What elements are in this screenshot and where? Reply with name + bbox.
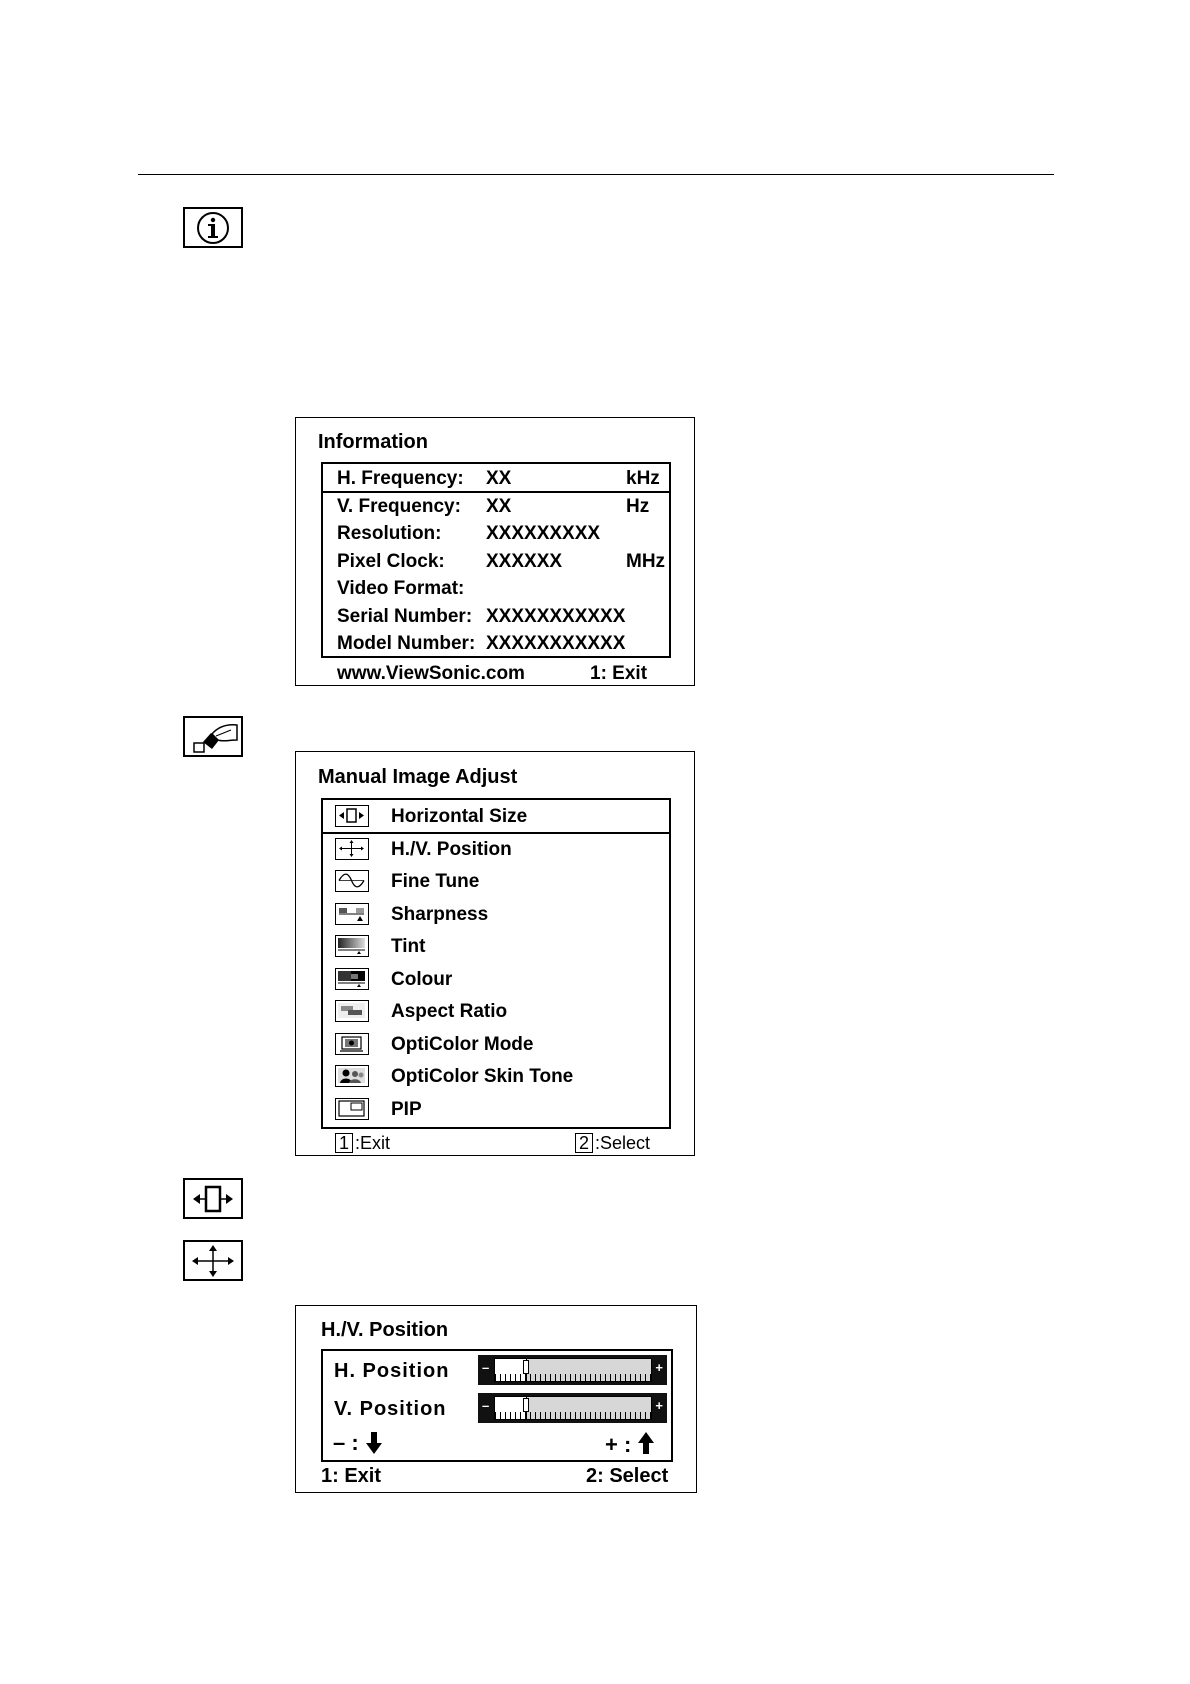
slider-plus-icon: + [655, 1360, 663, 1375]
menu-item[interactable] [323, 1028, 669, 1060]
menu-item[interactable] [323, 995, 669, 1027]
slider-track [494, 1358, 652, 1382]
menu-item[interactable] [323, 1093, 669, 1125]
info-label: Model Number: [337, 633, 476, 654]
info-unit: Hz [626, 495, 650, 517]
hv-exit-hint: 1: Exit [321, 1465, 382, 1487]
menu-item-label: Aspect Ratio [391, 1001, 508, 1022]
colour-icon [335, 968, 369, 990]
position-row [323, 1354, 671, 1386]
menu-item-label: Fine Tune [391, 871, 480, 892]
slider-ticks [495, 1374, 651, 1381]
opticolor-mode-icon [335, 1033, 369, 1055]
menu-item[interactable] [323, 865, 669, 897]
arrow-down-icon [365, 1431, 383, 1455]
hv-position-title: H./V. Position [321, 1319, 449, 1341]
menu-item[interactable] [323, 1060, 669, 1092]
hv-select-hint: 2: Select [586, 1465, 669, 1487]
pip-icon [335, 1098, 369, 1120]
slider-minus-icon: – [482, 1398, 490, 1413]
skin-tone-icon [335, 1065, 369, 1087]
menu-item-label: PIP [391, 1098, 422, 1120]
info-unit: MHz [626, 550, 666, 572]
exit-label: :Exit [355, 1133, 391, 1153]
exit-key: 1 [335, 1133, 353, 1153]
slider-minus-icon: – [482, 1360, 490, 1375]
increase-label: + : [605, 1432, 632, 1457]
info-label: Pixel Clock: [337, 550, 445, 572]
info-value: XXXXXXXXX [486, 523, 601, 544]
menu-item[interactable] [323, 930, 669, 962]
info-value: XXXXXXXXXXX [486, 605, 626, 627]
info-value: XXXXXX [486, 550, 563, 572]
sharpness-icon [335, 903, 369, 925]
header-rule [138, 174, 1054, 175]
information-list [321, 462, 671, 658]
info-label: Serial Number: [337, 605, 473, 627]
horizontal-size-icon [183, 1178, 243, 1219]
manual-menu-list [321, 798, 671, 1129]
information-exit-hint: 1: Exit [590, 663, 648, 684]
menu-item-label: OptiColor Skin Tone [391, 1066, 574, 1087]
menu-item-label: OptiColor Mode [391, 1033, 534, 1055]
position-row [323, 1392, 671, 1424]
manual-image-adjust-panel [295, 751, 695, 1156]
info-label: H. Frequency: [337, 468, 464, 489]
manual-select-hint [575, 1133, 650, 1153]
position-slider[interactable] [478, 1355, 667, 1385]
menu-item-label: Tint [391, 936, 426, 957]
info-label: Resolution: [337, 523, 442, 544]
hand-adjust-icon [183, 716, 243, 757]
information-panel [295, 417, 695, 686]
information-row [323, 469, 669, 493]
information-row [323, 634, 669, 658]
increase-hint [605, 1431, 655, 1456]
menu-item-label: Sharpness [391, 903, 489, 925]
manual-exit-hint [335, 1133, 390, 1153]
menu-item[interactable] [323, 898, 669, 930]
information-row [323, 579, 669, 603]
position-label: H. Position [334, 1360, 450, 1382]
tint-icon [335, 935, 369, 957]
info-value: XX [486, 468, 512, 489]
info-unit: kHz [626, 468, 660, 489]
menu-item-label: Colour [391, 968, 453, 990]
menu-item[interactable] [323, 800, 669, 832]
decrease-label: – : [333, 1430, 359, 1455]
sine-wave-icon [335, 870, 369, 892]
information-row [323, 607, 669, 631]
information-row [323, 552, 669, 576]
horizontal-size-icon [335, 805, 369, 827]
slider-ticks [495, 1412, 651, 1419]
select-key: 2 [575, 1133, 593, 1153]
info-label: V. Frequency: [337, 495, 461, 517]
aspect-ratio-icon [335, 1000, 369, 1022]
info-value: XX [486, 495, 512, 517]
hv-position-panel [295, 1305, 697, 1493]
position-icon [335, 838, 369, 860]
info-icon [183, 207, 243, 248]
arrow-up-icon [637, 1431, 655, 1455]
information-row [323, 497, 669, 521]
menu-item-label: Horizontal Size [391, 806, 528, 827]
menu-item-label: H./V. Position [391, 838, 512, 860]
position-slider[interactable] [478, 1393, 667, 1423]
decrease-hint [333, 1431, 383, 1455]
viewsonic-url: www.ViewSonic.com [337, 663, 525, 684]
slider-knob[interactable] [523, 1360, 529, 1374]
manual-image-adjust-title: Manual Image Adjust [318, 766, 518, 788]
information-title: Information [318, 431, 428, 453]
hv-position-box [321, 1349, 673, 1462]
position-label: V. Position [334, 1398, 447, 1420]
position-icon [183, 1240, 243, 1281]
menu-item[interactable] [323, 833, 669, 865]
information-row [323, 524, 669, 548]
slider-plus-icon: + [655, 1398, 663, 1413]
slider-knob[interactable] [523, 1398, 529, 1412]
slider-track [494, 1396, 652, 1420]
menu-item[interactable] [323, 963, 669, 995]
select-label: :Select [595, 1133, 651, 1153]
info-value: XXXXXXXXXXX [486, 633, 626, 654]
info-label: Video Format: [337, 578, 465, 599]
